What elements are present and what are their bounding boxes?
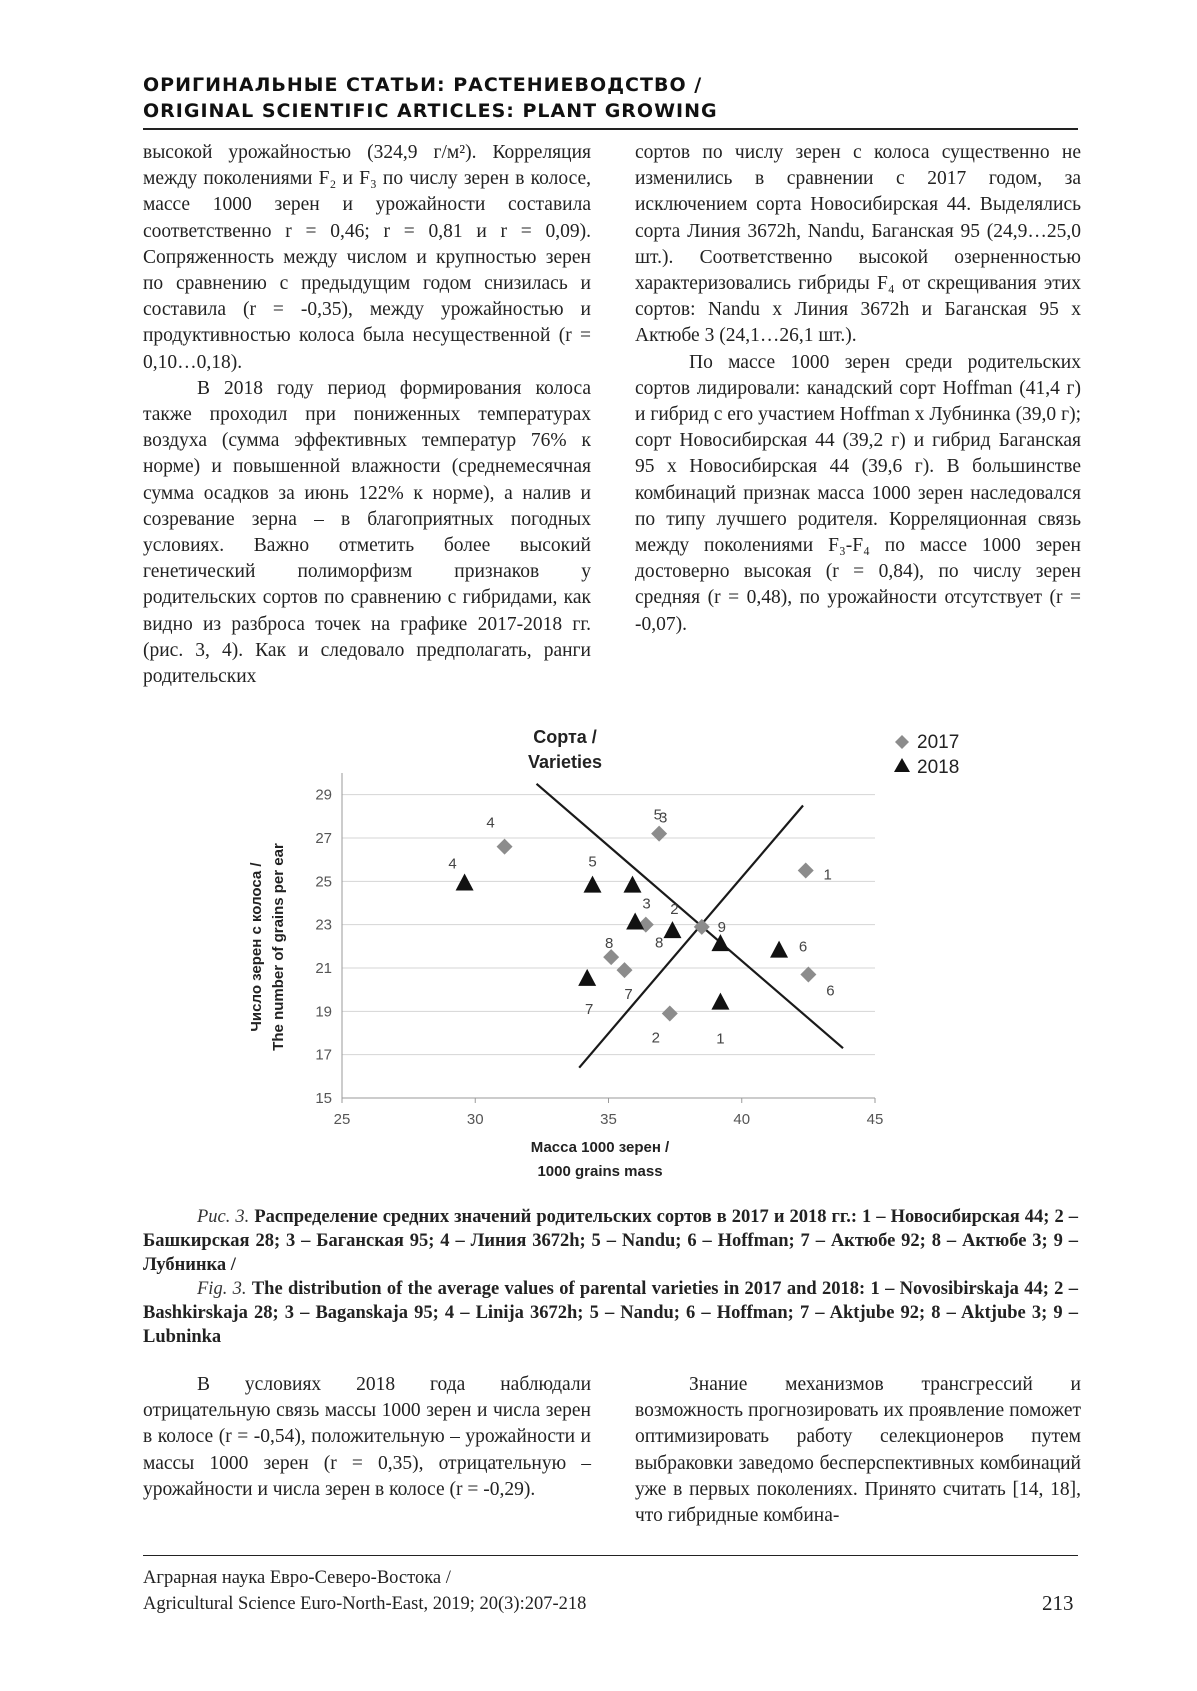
point-label: 2 <box>670 901 679 919</box>
header-rule <box>143 128 1078 130</box>
x-tick-label: 30 <box>466 1111 484 1128</box>
y-tick-label: 17 <box>315 1046 332 1064</box>
point-label: 8 <box>604 935 614 953</box>
paragraph: В условиях 2018 года наблюдали отрицательную связь массы 1000 зерен и числа зерен в колосе (r = -0,54), положительную – урожайности и массы 1000 зерен (r = 0,35), отрицательную – урожайности и числа зерен в колосе (r = -0,29). <box>143 1374 591 1500</box>
y-tick-label: 19 <box>315 1003 332 1021</box>
data-point-2018 <box>623 876 641 893</box>
data-point-2017 <box>497 839 513 855</box>
figure-caption <box>143 1205 1078 1349</box>
data-point-2018 <box>663 921 681 938</box>
left-column-lower <box>143 1372 591 1503</box>
journal-section-header <box>143 72 718 124</box>
point-label: 7 <box>585 1000 594 1018</box>
footer-rule <box>143 1555 1078 1556</box>
legend-marker-2018 <box>894 758 910 772</box>
data-point-2018 <box>770 941 788 958</box>
point-label: 2 <box>651 1029 660 1047</box>
header-line-ru: ОРИГИНАЛЬНЫЕ СТАТЬИ: РАСТЕНИЕВОДСТВО / <box>143 74 703 96</box>
y-tick-label: 21 <box>315 960 332 977</box>
scatter-chart <box>230 715 960 1190</box>
legend-marker-2017 <box>895 735 909 749</box>
x-tick-label: 35 <box>600 1111 617 1128</box>
caption-en-text: The distribution of the average values of parental varieties in 2017 and 2018: 1 – Novosibirskaja 44; 2 – Bashkirskaja 28; 3 – Baganskaja 95; 4 – Linija 3672h; 5 – Nandu; 6 – Hoffman; 7 – Aktjube 92; 8 – Aktjube 3; 9 – Lubninka <box>143 1279 1078 1347</box>
point-label: 6 <box>826 982 835 1000</box>
caption-ru <box>143 1205 1078 1277</box>
data-point-2017 <box>616 962 632 978</box>
right-column <box>635 140 1081 638</box>
caption-ru-label: Рис. 3. <box>197 1207 250 1227</box>
point-label: 4 <box>486 814 495 832</box>
x-axis-title: 1000 grains mass <box>537 1163 663 1180</box>
header-line-en: ORIGINAL SCIENTIFIC ARTICLES: PLANT GROWING <box>143 100 718 122</box>
y-tick-label: 15 <box>315 1090 332 1107</box>
footer-journal-ru: Аграрная наука Евро-Северо-Востока / <box>143 1568 451 1588</box>
point-label: 5 <box>588 853 597 871</box>
point-label: 9 <box>717 918 726 936</box>
caption-en <box>143 1277 1078 1349</box>
paragraph: В 2018 году период формирования колоса также проходил при пониженных температурах воздуха (сумма эффективных температур 76% к норме) и повышенной влажности (среднемесячная сумма осадков за июнь 122% к норме), а налив и созревание зерна – в благоприятных погодных условиях. Важно отметить более высокий генетический полиморфизм признаков у родительских сортов по сравнению с гибридами, как видно из разброса точек на графике 2017-2018 гг. (рис. 3, 4). Как и следовало предполагать, ранги родительских <box>143 377 591 688</box>
journal-footer <box>143 1565 586 1617</box>
x-tick-label: 40 <box>733 1111 751 1128</box>
legend-label-2018: 2018 <box>917 757 960 778</box>
point-label: 4 <box>448 855 457 873</box>
data-point-2018 <box>456 874 474 891</box>
point-label: 3 <box>658 809 668 827</box>
point-label: 1 <box>716 1030 725 1048</box>
paragraph: высокой урожайностью (324,9 г/м²). Корреляция между поколениями F₂ и F₃ по числу зерен в колосе, массе 1000 зерен и урожайности составила соответственно r = 0,46; r = 0,81 и r = 0,09). Сопряженность между числом и крупностью зерен по сравнению с предыдущим годом снизилась и составила (r = -0,35), между урожайностью и продуктивностью колоса была несущественной (r = 0,10…0,18). <box>143 142 591 373</box>
x-axis-title: Масса 1000 зерен / <box>530 1139 670 1156</box>
data-point-2017 <box>662 1006 678 1022</box>
paragraph: По массе 1000 зерен среди родительских сортов лидировали: канадский сорт Hoffman (41,4 г) и гибрид с его участием Hoffman х Лубнинка (39,0 г); сорт Новосибирская 44 (39,2 г) и гибрид Баганская 95 х Новосибирская 44 (39,6 г). В большинстве комбинаций признак масса 1000 зерен наследовался по типу лучшего родителя. Корреляционная связь между поколениями F₃-F₄ по массе 1000 зерен достоверно высокая (r = 0,84), по числу зерен средняя (r = 0,48), по урожайности отсутствует (r = -0,07). <box>635 351 1081 635</box>
y-tick-label: 27 <box>315 830 332 847</box>
y-tick-label: 29 <box>315 786 332 804</box>
point-label: 7 <box>624 986 633 1004</box>
y-axis-title: The number of grains per ear <box>270 843 287 1051</box>
trend-line <box>537 784 843 1048</box>
data-point-2017 <box>800 967 816 983</box>
right-column-lower <box>635 1372 1081 1529</box>
point-label: 5 <box>653 806 662 824</box>
data-point-2017 <box>651 826 667 842</box>
page-number: 213 <box>1042 1591 1074 1615</box>
data-point-2018 <box>711 993 729 1010</box>
chart-title: Varieties <box>527 752 603 772</box>
y-axis-title: Число зерен с колоса / <box>248 862 265 1032</box>
data-point-2018 <box>578 969 596 986</box>
data-point-2018 <box>626 913 644 930</box>
point-label: 6 <box>798 938 808 956</box>
point-label: 3 <box>642 895 651 913</box>
caption-ru-text: Распределение средних значений родительских сортов в 2017 и 2018 гг.: 1 – Новосибирская 44; 2 – Башкирская 28; 3 – Баганская 95; 4 – Линия 3672h; 5 – Nandu; 6 – Hoffman; 7 – Актюбе 92; 8 – Актюбе 3; 9 – Лубнинка / <box>143 1207 1079 1275</box>
data-point-2017 <box>798 863 814 879</box>
paragraph: сортов по числу зерен с колоса существенно не изменились в сравнении с 2017 годом, за исключением сорта Новосибирская 44. Выделялись сорта Линия 3672h, Nandu, Баганская 95 (24,9…25,0 шт.). Соответственно высокой озерненностью характеризовались гибриды F₄ от скрещивания этих сортов: Nandu х Линия 3672h и Баганская 95 х Актюбе 3 (24,1…26,1 шт.). <box>635 142 1081 347</box>
y-tick-label: 23 <box>315 916 332 934</box>
point-label: 8 <box>654 934 664 952</box>
data-point-2018 <box>584 876 602 893</box>
x-tick-label: 25 <box>333 1111 351 1128</box>
footer-journal-en: Agricultural Science Euro-North-East, 2019; 20(3):207-218 <box>143 1594 587 1614</box>
y-tick-label: 25 <box>315 873 332 891</box>
point-label: 1 <box>823 866 832 884</box>
chart-title: Сорта / <box>533 727 597 747</box>
legend-label-2017: 2017 <box>917 732 960 753</box>
caption-en-label: Fig. 3. <box>197 1279 247 1299</box>
x-tick-label: 45 <box>866 1111 884 1128</box>
left-column <box>143 140 591 690</box>
paragraph: Знание механизмов трансгрессий и возможность прогнозировать их проявление поможет оптимизировать работу селекционеров путем выбраковки заведомо бесперспективных комбинаций уже в первых поколениях. Принято считать [14, 18], что гибридные комбина- <box>635 1374 1081 1527</box>
